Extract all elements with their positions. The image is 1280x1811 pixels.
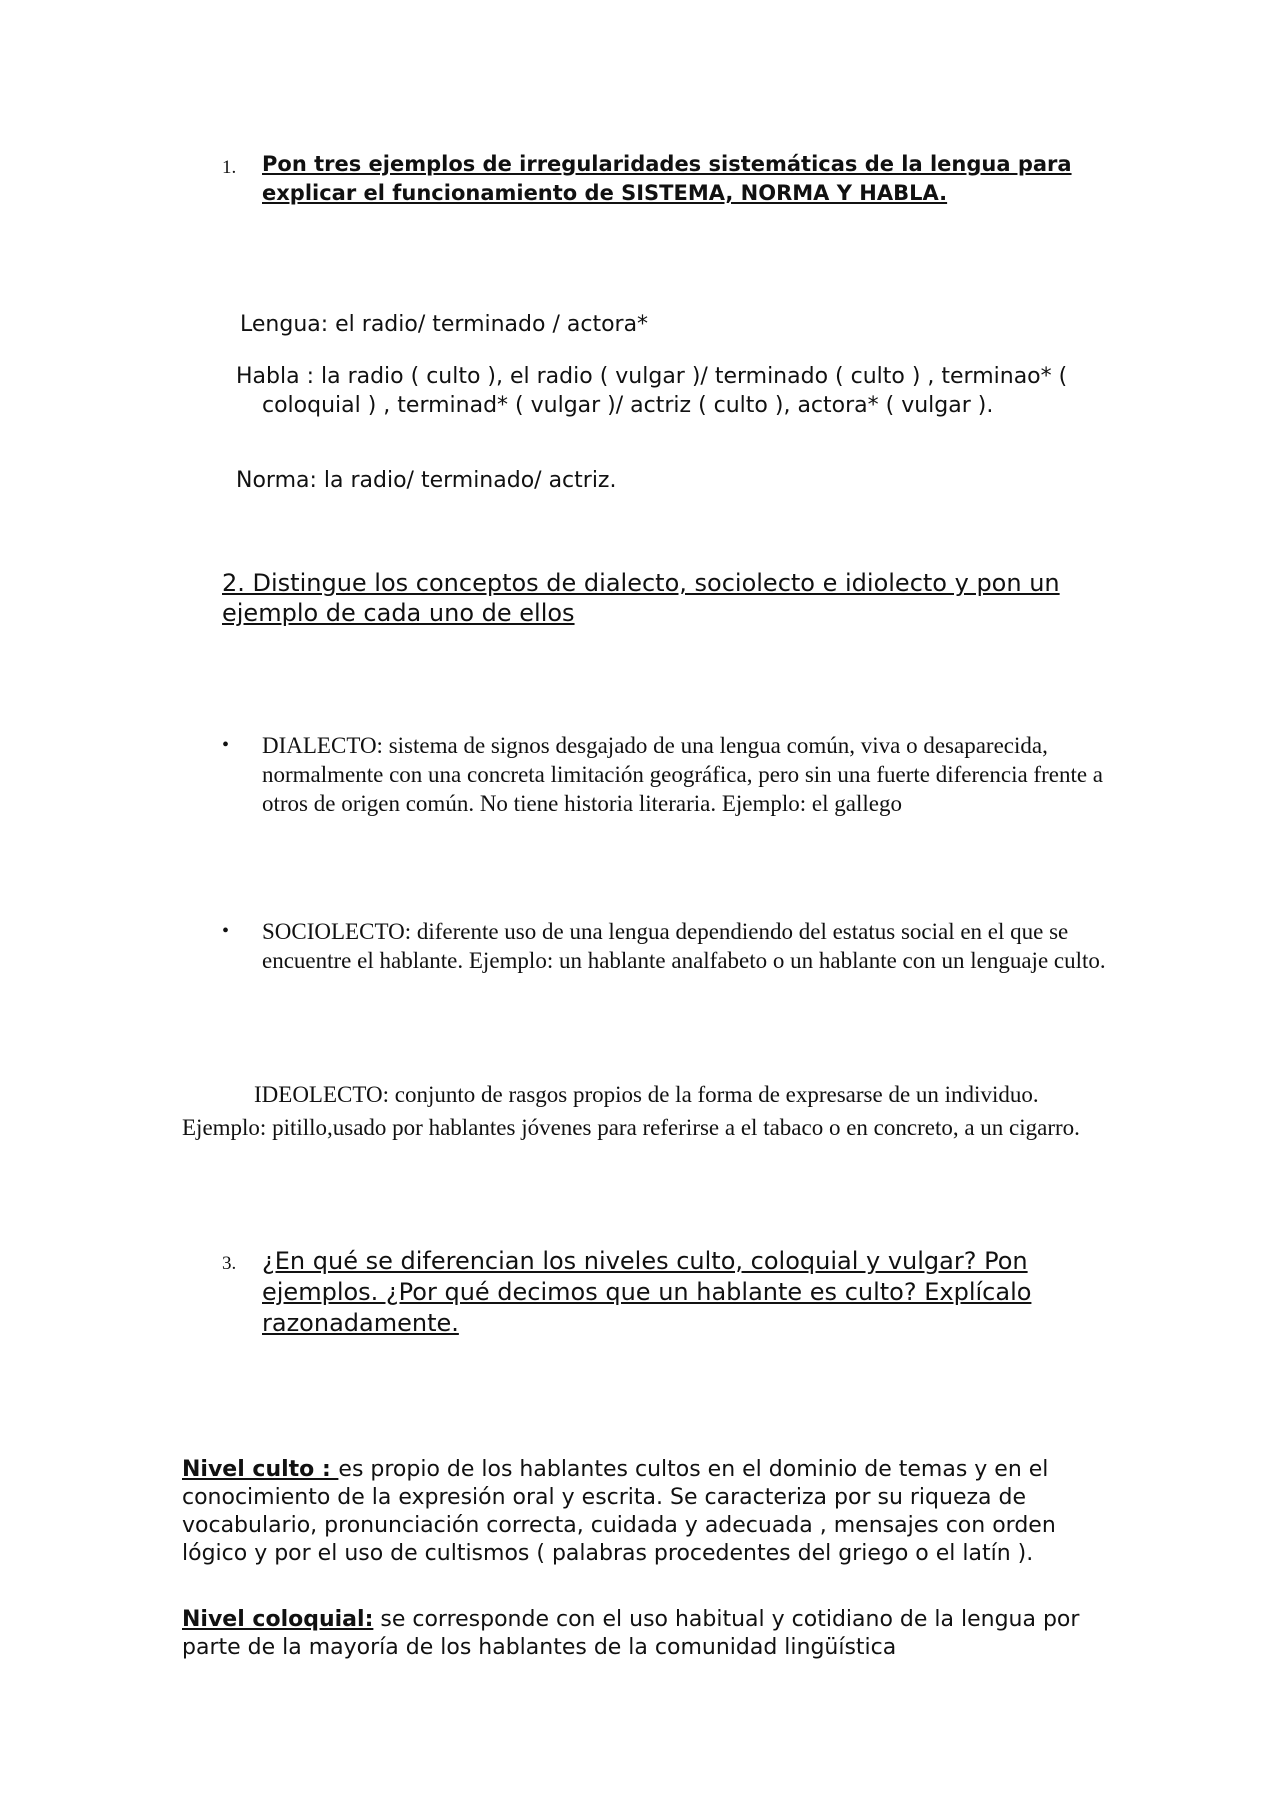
lengua-line: Lengua: el radio/ terminado / actora* <box>240 312 649 337</box>
nivel-culto-paragraph <box>182 1456 1102 1568</box>
sociolecto-definition: SOCIOLECTO: diferente uso de una lengua dependiendo del estatus social en el que se encuentre el hablante. Ejemplo: un hablante analfabeto o un hablante con un lenguaje culto. <box>262 919 1106 973</box>
nivel-culto-text: es propio de los hablantes cultos en el dominio de temas y en el conocimiento de la expresión oral y escrita. Se caracteriza por su riqueza de vocabulario, pronunciación correcta, cuidada y adecuada , mensajes con orden lógico y por el uso de cultismos ( palabras procedentes del griego o el latín ). <box>182 1457 1056 1566</box>
norma-line: Norma: la radio/ terminado/ actriz. <box>236 468 617 493</box>
nivel-coloquial-paragraph <box>182 1606 1102 1662</box>
habla-paragraph <box>182 362 1112 420</box>
habla-part-1: Habla : la radio ( culto ), el radio ( vulgar )/ terminado ( culto ) , terminao* ( <box>236 364 1068 389</box>
nivel-coloquial-term: Nivel coloquial: <box>182 1607 374 1632</box>
habla-part-2: coloquial ) , terminad* ( vulgar )/ actriz ( culto ), actora* ( vulgar ). <box>262 393 994 418</box>
ideolecto-definition: IDEOLECTO: conjunto de rasgos propios de la forma de expresarse de un individuo. Ejemplo: pitillo,usado por hablantes jóvenes para referirse a el tabaco o en concreto, a un cigarro. <box>182 1082 1080 1140</box>
question-3-number: 3. <box>222 1253 237 1274</box>
nivel-culto-term: Nivel culto : <box>182 1457 339 1482</box>
bullet-icon: • <box>222 920 230 942</box>
dialecto-definition: DIALECTO: sistema de signos desgajado de una lengua común, viva o desaparecida, normalmente con una concreta limitación geográfica, pero sin una fuerte diferencia frente a otros de origen común. No tiene historia literaria. Ejemplo: el gallego <box>262 733 1104 816</box>
question-3-heading: ¿En qué se diferencian los niveles culto, coloquial y vulgar? Pon ejemplos. ¿Por qué decimos que un hablante es culto? Explícalo razonadamente. <box>262 1247 1032 1337</box>
question-1-number: 1. <box>222 157 237 178</box>
bullet-icon: • <box>222 734 230 756</box>
question-2-heading: 2. Distingue los conceptos de dialecto, sociolecto e idiolecto y pon un ejemplo de cada uno de ellos <box>222 569 1060 627</box>
question-1-heading: Pon tres ejemplos de irregularidades sistemáticas de la lengua para explicar el funcionamiento de SISTEMA, NORMA Y HABLA. <box>262 152 1072 205</box>
nivel-coloquial-text: se corresponde con el uso habitual y cotidiano de la lengua por parte de la mayoría de los hablantes de la comunidad lingüística <box>182 1607 1080 1660</box>
